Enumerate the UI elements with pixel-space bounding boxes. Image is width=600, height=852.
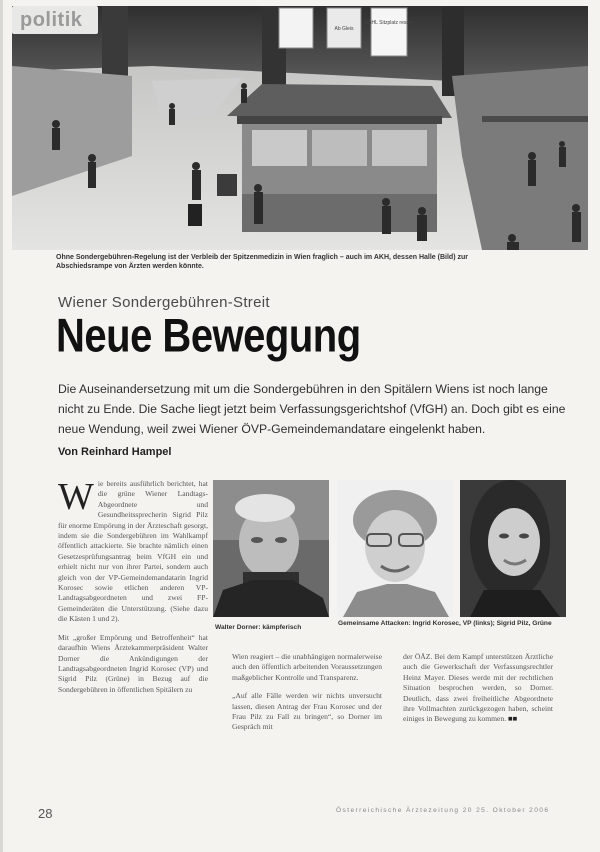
scan-edge: [0, 0, 3, 852]
portrait-sigrid-pilz: [460, 480, 566, 617]
article-headline: Neue Bewegung: [56, 310, 361, 362]
page-number: 28: [38, 806, 53, 821]
drop-cap: W: [58, 476, 94, 518]
column-1-paragraph-1: [58, 476, 208, 625]
hero-photo-art: [12, 6, 588, 250]
portrait-walter-dorner: [213, 480, 329, 617]
portrait-ingrid-korosec: [337, 480, 453, 617]
portrait-caption-dorner: Walter Dorner: kämpferisch: [215, 624, 302, 631]
column-3-paragraph-1: [403, 652, 553, 725]
hero-sign-2: Ab Gleis: [334, 26, 354, 32]
column-2-paragraph-1: Wien reagiert – die unabhängigen normalerweise auch den öffentlich arbeitenden Voraussetzungen maßgeblicher Kontrolle und Transparenz.: [232, 652, 382, 682]
article-end-mark: ■■: [508, 714, 518, 724]
portrait-caption-korosec-pilz: Gemeinsame Attacken: Ingrid Korosec, VP (links); Sigrid Pilz, Grüne: [338, 620, 552, 627]
section-tag: [12, 6, 98, 34]
footer-publication-line: Österreichische Ärztezeitung 20 25. Oktober 2006: [336, 807, 550, 814]
article-column-1: [58, 476, 208, 703]
portrait-korosec-art: [337, 480, 453, 617]
portrait-dorner-art: [213, 480, 329, 617]
article-kicker: Wiener Sondergebühren-Streit: [58, 294, 270, 311]
column-2-paragraph-2: „Auf alle Fälle werden wir nichts unversucht lassen, diesen Antrag der Frau Korosec und der Frau Pilz zu Fall zu bringen“, so Dorner im Gespräch mit: [232, 691, 382, 732]
section-tag-label: politik: [20, 9, 83, 31]
column-1-text-1: ie bereits ausführlich berichtet, hat die grüne Wiener Landtags-Abgeordnete und Gesundheitssprecherin Sigrid Pilz für enorme Empörung in der Ärzteschaft gesorgt, indem sie die Sondergebühren im Wahlkampf öffentlich attackierte. Sie brachte nämlich einen Gesetzesprüfungsantrag beim VfGH ein und erhielt nicht nur von ihrer Partei, sondern auch gleich von der VP-Gemeindemandatarin Ingrid Korosec sowie etlichen anderen VP-Landtagsabgeordneten und zwei FP-Gemeinderäten die Unterstützung. (Siehe dazu die Kästen 1 und 2).: [58, 479, 208, 624]
hero-sign-3: WAHL Sitzplatz reserv.: [363, 20, 415, 26]
article-byline: Von Reinhard Hampel: [58, 446, 172, 458]
column-3-text-1: der ÖÄZ. Bei dem Kampf unterstützen Ärztliche auch die Gewerkschaft der Verfassungsrechtler Heinz Mayer. Dieses werde mit der rechtlichen Situation besprochen werden, so Dorner. Deutlich, dass zwei freiheitliche Abgeordnete ihre Vollmachten zurückgezogen haben, scheint einiges in Bewegung zu kommen.: [403, 652, 553, 724]
hero-caption: Ohne Sondergebühren-Regelung ist der Verbleib der Spitzenmedizin in Wien fraglich – auch im AKH, dessen Halle (Bild) zur Abschiedsrampe von Ärzten werden könnte.: [56, 254, 468, 270]
article-column-3: [403, 652, 553, 733]
article-lead: Die Auseinandersetzung mit um die Sondergebühren in den Spitälern Wiens ist noch lange nicht zu Ende. Die Sache liegt jetzt beim Verfassungsgerichtshof (VfGH) an. Doch gibt es eine neue Wendung, weil zwei Wiener ÖVP-Gemeindemandatare eingelenkt haben.: [58, 382, 566, 436]
column-1-paragraph-2: Mit „großer Empörung und Betroffenheit“ hat daraufhin Wiens Ärztekammerpräsident Walter Dorner die Ankündigungen der Landtagsabgeordneten Ingrid Korosec (VP) und Sigrid Pilz (Grüne) in Bezug auf die Sondergebühren in öffentlichen Spitälern zu: [58, 632, 208, 694]
hero-photo: [12, 6, 588, 250]
portrait-pilz-art: [460, 480, 566, 617]
article-column-2: [232, 652, 382, 741]
